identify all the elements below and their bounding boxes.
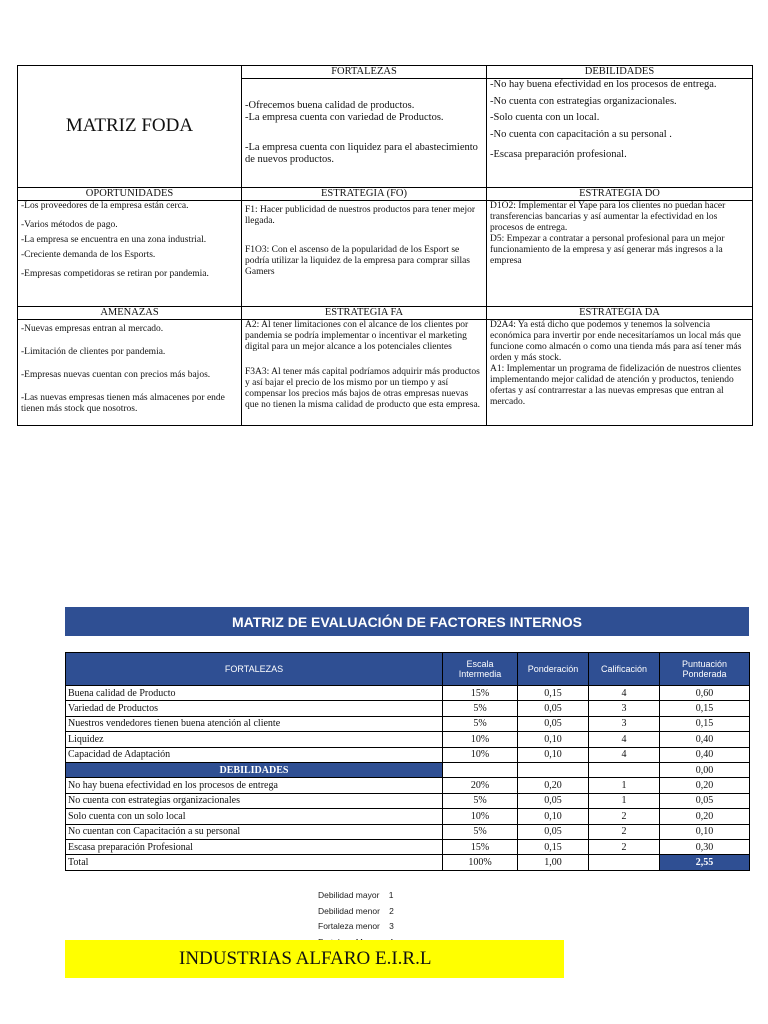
oportunidad-item: -Varios métodos de pago. <box>21 220 118 230</box>
oportunidad-item: -Creciente demanda de los Esports. <box>21 250 156 260</box>
puntuacion-cell: 0,00 <box>660 762 750 777</box>
estrategia-fa-item: F3A3: Al tener más capital podríamos adquirir más productos y así bajar el precio de los mismo por un tiempo y así compensar los precios más bajos de otras empresas nuevas que no tienen la misma calidad de producto que esta empresa. <box>245 367 481 410</box>
estrategia-fo-item: F1: Hacer publicidad de nuestros productos para tener mejor llegada. <box>245 205 476 226</box>
total-puntuacion: 2,55 <box>660 855 750 870</box>
puntuacion-cell: 0,05 <box>660 793 750 808</box>
ponderacion-cell: 0,05 <box>518 824 589 839</box>
debilidades-label: DEBILIDADES <box>66 762 443 777</box>
ponderacion-cell: 0,10 <box>518 747 589 762</box>
table-row <box>66 809 750 824</box>
fortalezas-cell <box>242 79 487 188</box>
legend-item <box>318 919 394 935</box>
debilidad-item: -No cuenta con capacitación a su personal . <box>490 128 672 140</box>
ponderacion-cell: 0,15 <box>518 686 589 701</box>
legend-value: 1 <box>388 890 394 900</box>
ponderacion-cell: 0,20 <box>518 778 589 793</box>
table-row <box>66 701 750 716</box>
factor-cell: Capacidad de Adaptación <box>66 747 443 762</box>
calificacion-cell: 1 <box>589 793 660 808</box>
legend-value: 2 <box>389 905 394 916</box>
estrategia-da-item: D2A4: Ya está dicho que podemos y tenemos la solvencia económica para invertir por ende necesitaríamos un local más que funcione como almacén o como una tienda más para así tener más orden y más stock. <box>490 320 742 363</box>
fortaleza-item: -La empresa cuenta con variedad de Productos. <box>245 112 444 123</box>
factor-cell: No cuentan con Capacitación a su personal <box>66 824 443 839</box>
table-row <box>66 778 750 793</box>
oportunidades-cell <box>18 201 242 307</box>
puntuacion-cell: 0,15 <box>660 701 750 716</box>
calificacion-cell: 2 <box>589 824 660 839</box>
col-calificacion: Calificación <box>589 653 660 686</box>
calificacion-cell: 4 <box>589 732 660 747</box>
legend-label: Debilidad menor <box>318 905 380 916</box>
table-row <box>66 824 750 839</box>
factor-cell: Buena calidad de Producto <box>66 686 443 701</box>
estrategia-fa-item: A2: Al tener limitaciones con el alcance de los clientes por pandemia se podría implementar o incentivar el marketing digital para un mejor alcance a los potenciales clientes <box>245 320 469 352</box>
table-row <box>66 716 750 731</box>
estrategia-da-cell <box>487 320 753 426</box>
calificacion-cell: 2 <box>589 839 660 854</box>
estrategia-do-cell <box>487 201 753 307</box>
amenazas-cell <box>18 320 242 426</box>
col-ponderacion: Ponderación <box>518 653 589 686</box>
ponderacion-cell: 0,10 <box>518 809 589 824</box>
amenaza-item: -Las nuevas empresas tienen más almacenes por ende tienen más stock que nosotros. <box>21 393 225 414</box>
table-row <box>66 839 750 854</box>
ponderacion-cell: 0,05 <box>518 701 589 716</box>
factor-cell: Variedad de Productos <box>66 701 443 716</box>
puntuacion-cell: 0,15 <box>660 716 750 731</box>
total-label: Total <box>66 855 443 870</box>
escala-cell: 5% <box>443 824 518 839</box>
col-escala: Escala Intermedia <box>443 653 518 686</box>
escala-cell: 10% <box>443 747 518 762</box>
fortaleza-item: -La empresa cuenta con liquidez para el abastecimiento de nuevos productos. <box>245 141 478 165</box>
factor-cell: Escasa preparación Profesional <box>66 839 443 854</box>
header-estrategia-do: ESTRATEGIA DO <box>487 188 753 201</box>
debilidad-item: -Solo cuenta con un local. <box>490 112 600 123</box>
legend-value: 3 <box>389 921 394 931</box>
col-fortalezas: FORTALEZAS <box>66 653 443 686</box>
estrategia-fo-cell <box>242 201 487 307</box>
empty-cell <box>589 762 660 777</box>
header-estrategia-da: ESTRATEGIA DA <box>487 307 753 320</box>
oportunidad-item: -La empresa se encuentra en una zona industrial. <box>21 235 207 245</box>
debilidad-item: -No hay buena efectividad en los procesos de entrega. <box>490 79 717 90</box>
estrategia-da-item: A1: Implementar un programa de fidelización de nuestros clientes implementando mejor calidad de atención y productos, teniendo ofertas y así contrarrestar a las nuevas empresas que entran al mercado. <box>490 364 742 407</box>
calificacion-cell: 3 <box>589 701 660 716</box>
company-name: INDUSTRIAS ALFARO E.I.R.L <box>65 940 564 978</box>
escala-cell: 5% <box>443 793 518 808</box>
total-ponderacion: 1,00 <box>518 855 589 870</box>
mefi-title: MATRIZ DE EVALUACIÓN DE FACTORES INTERNOS <box>65 607 749 636</box>
legend-label: Fortaleza menor <box>318 921 380 931</box>
escala-cell: 10% <box>443 809 518 824</box>
ponderacion-cell: 0,05 <box>518 716 589 731</box>
header-amenazas: AMENAZAS <box>18 307 242 320</box>
foda-title: MATRIZ FODA <box>18 66 242 188</box>
amenaza-item: -Nuevas empresas entran al mercado. <box>21 324 164 334</box>
factor-cell: No hay buena efectividad en los procesos de entrega <box>66 778 443 793</box>
puntuacion-cell: 0,20 <box>660 809 750 824</box>
table-row <box>66 793 750 808</box>
table-row <box>66 747 750 762</box>
factor-cell: Solo cuenta con un solo local <box>66 809 443 824</box>
estrategia-do-item: D5: Empezar a contratar a personal profesional para un mejor funcionamiento de la empresa y así generar más ingresos a la empresa <box>490 234 725 266</box>
amenaza-item: -Limitación de clientes por pandemia. <box>21 347 166 357</box>
total-row <box>66 855 750 870</box>
calificacion-cell: 4 <box>589 686 660 701</box>
debilidades-header-row <box>66 762 750 777</box>
empty-cell <box>518 762 589 777</box>
estrategia-fa-cell <box>242 320 487 426</box>
puntuacion-cell: 0,30 <box>660 839 750 854</box>
ponderacion-cell: 0,10 <box>518 732 589 747</box>
escala-cell: 20% <box>443 778 518 793</box>
puntuacion-cell: 0,60 <box>660 686 750 701</box>
mefi-table <box>65 652 750 871</box>
estrategia-fo-item: F1O3: Con el ascenso de la popularidad de los Esport se podría utilizar la liquidez de la empresa para comprar sillas Gamers <box>245 245 471 277</box>
foda-matrix <box>17 65 753 426</box>
oportunidad-item: -Los proveedores de la empresa están cerca. <box>21 201 189 211</box>
header-estrategia-fo: ESTRATEGIA (FO) <box>242 188 487 201</box>
puntuacion-cell: 0,20 <box>660 778 750 793</box>
calificacion-cell: 4 <box>589 747 660 762</box>
estrategia-do-item: D1O2: Implementar el Yape para los clientes no puedan hacer transferencias bancarias y así aumentar la efectividad en los procesos de entrega. <box>490 201 726 233</box>
oportunidad-item: -Empresas competidoras se retiran por pandemia. <box>21 269 209 279</box>
factor-cell: Nuestros vendedores tienen buena atención al cliente <box>66 716 443 731</box>
amenaza-item: -Empresas nuevas cuentan con precios más bajos. <box>21 370 211 380</box>
factor-cell: Liquidez <box>66 732 443 747</box>
calificacion-cell: 1 <box>589 778 660 793</box>
calificacion-cell: 3 <box>589 716 660 731</box>
legend-item <box>318 888 394 904</box>
header-oportunidades: OPORTUNIDADES <box>18 188 242 201</box>
total-escala: 100% <box>443 855 518 870</box>
factor-cell: No cuenta con estrategias organizacionales <box>66 793 443 808</box>
debilidad-item: -No cuenta con estrategias organizacionales. <box>490 95 677 107</box>
col-puntuacion: Puntuación Ponderada <box>660 653 750 686</box>
escala-cell: 15% <box>443 839 518 854</box>
legend-label: Debilidad mayor <box>318 890 380 900</box>
empty-cell <box>589 855 660 870</box>
calificacion-cell: 2 <box>589 809 660 824</box>
escala-cell: 5% <box>443 716 518 731</box>
escala-cell: 5% <box>443 701 518 716</box>
debilidad-item: -Escasa preparación profesional. <box>490 149 627 160</box>
puntuacion-cell: 0,40 <box>660 747 750 762</box>
header-fortalezas: FORTALEZAS <box>242 66 487 79</box>
puntuacion-cell: 0,10 <box>660 824 750 839</box>
ponderacion-cell: 0,05 <box>518 793 589 808</box>
empty-cell <box>443 762 518 777</box>
debilidades-cell <box>487 79 753 188</box>
header-debilidades: DEBILIDADES <box>487 66 753 79</box>
escala-cell: 10% <box>443 732 518 747</box>
header-estrategia-fa: ESTRATEGIA FA <box>242 307 487 320</box>
table-row <box>66 732 750 747</box>
escala-cell: 15% <box>443 686 518 701</box>
legend-item <box>318 904 394 920</box>
table-row <box>66 686 750 701</box>
ponderacion-cell: 0,15 <box>518 839 589 854</box>
puntuacion-cell: 0,40 <box>660 732 750 747</box>
fortaleza-item: -Ofrecemos buena calidad de productos. <box>245 99 415 111</box>
